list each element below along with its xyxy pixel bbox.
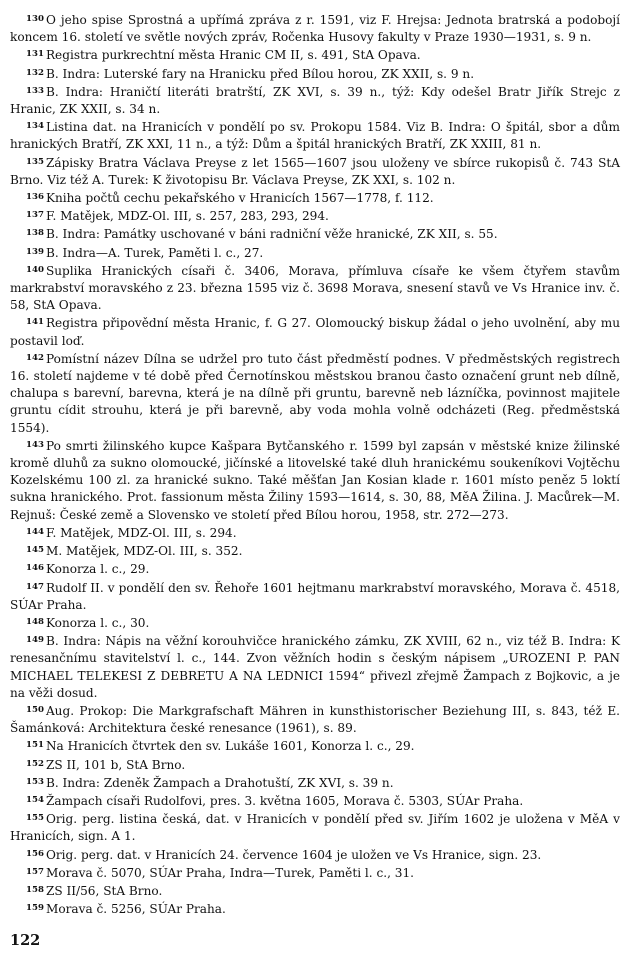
footnote-number: 158 xyxy=(26,884,44,895)
footnote-text: Konorza l. c., 29. xyxy=(45,562,150,577)
footnote xyxy=(10,633,620,702)
footnote xyxy=(10,438,620,524)
footnote-number: 157 xyxy=(26,866,44,877)
footnote xyxy=(10,738,620,755)
footnote-number: 153 xyxy=(26,776,44,787)
footnote xyxy=(10,847,620,864)
footnote-number: 132 xyxy=(26,67,44,78)
footnote xyxy=(10,757,620,774)
footnote-number: 144 xyxy=(26,526,44,537)
footnote xyxy=(10,208,620,225)
footnote-number: 149 xyxy=(26,635,44,646)
footnote-number: 156 xyxy=(26,848,44,859)
footnote-text: Žampach císaři Rudolfovi, pres. 3. května 1605, Morava č. 5303, SÚAr Praha. xyxy=(45,793,524,808)
footnote-text: ZS II, 101 b, StA Brno. xyxy=(45,757,186,772)
footnote xyxy=(10,615,620,632)
footnotes-list xyxy=(10,12,620,918)
footnote-text: Suplika Hranických císaři č. 3406, Morava, přímluva císaře ke všem čtyřem stavům markrabství moravského z 23. března 1595 viz č. 3698 Morava, snesení stavů ve Vs Hranice inv. č. 58, StA Opava. xyxy=(10,263,620,313)
footnote xyxy=(10,190,620,207)
footnote-number: 151 xyxy=(26,740,44,751)
footnote-text: Kniha počtů cechu pekařského v Hranicích 1567—1778, f. 112. xyxy=(45,191,434,206)
footnote-text: F. Matějek, MDZ-Ol. III, s. 294. xyxy=(45,525,237,540)
footnote xyxy=(10,245,620,262)
footnote-text: B. Indra: Hraničtí literáti bratrští, ZK XVI, s. 39 n., týž: Kdy odešel Bratr Jiřík Strejc z Hranic, ZK XXII, s. 34 n. xyxy=(10,84,620,117)
footnote-text: Rudolf II. v pondělí den sv. Řehoře 1601 hejtmanu markrabství moravského, Morava č. 4518, SÚAr Praha. xyxy=(10,580,620,612)
footnote-number: 147 xyxy=(26,581,44,592)
footnote-text: B. Indra—A. Turek, Paměti l. c., 27. xyxy=(45,245,264,260)
footnote-text: M. Matějek, MDZ-Ol. III, s. 352. xyxy=(45,544,243,559)
footnote-number: 133 xyxy=(26,85,44,96)
footnote xyxy=(10,47,620,64)
footnote xyxy=(10,351,620,437)
footnote-text: Registra purkrechtní města Hranic CM II, s. 491, StA Opava. xyxy=(45,48,421,63)
footnote xyxy=(10,901,620,918)
footnote-text: Registra připovědní města Hranic, f. G 27. Olomoucký biskup žádal o jeho uvolnění, aby mu postavil loď. xyxy=(10,316,620,348)
footnote-text: B. Indra: Luterské fary na Hranicku před Bílou horou, ZK XXII, s. 9 n. xyxy=(45,66,475,81)
footnote-text: B. Indra: Zdeněk Žampach a Drahotuští, ZK XVI, s. 39 n. xyxy=(45,775,394,790)
footnote-number: 142 xyxy=(26,352,44,363)
footnote xyxy=(10,883,620,900)
footnote-number: 135 xyxy=(26,156,44,167)
footnote xyxy=(10,561,620,578)
footnote xyxy=(10,580,620,614)
footnote-number: 141 xyxy=(26,317,44,328)
footnote-text: Orig. perg. listina česká, dat. v Hranicích v pondělí před sv. Jiřím 1602 je uložena v MěA v Hranicích, sign. A 1. xyxy=(10,812,620,844)
footnote xyxy=(10,543,620,560)
footnote-text: Na Hranicích čtvrtek den sv. Lukáše 1601, Konorza l. c., 29. xyxy=(45,739,415,754)
footnote xyxy=(10,811,620,845)
footnote-number: 130 xyxy=(26,14,44,24)
footnote xyxy=(10,865,620,882)
footnote-number: 139 xyxy=(26,246,44,257)
footnote xyxy=(10,84,620,118)
footnote-number: 146 xyxy=(26,563,44,574)
footnote-number: 155 xyxy=(26,813,44,824)
footnote xyxy=(10,155,620,189)
footnote-number: 152 xyxy=(26,758,44,769)
footnote-number: 137 xyxy=(26,210,44,221)
footnote-text: Morava č. 5070, SÚAr Praha, Indra—Turek, Paměti l. c., 31. xyxy=(45,865,415,880)
footnote-number: 131 xyxy=(26,49,44,60)
footnote-number: 143 xyxy=(26,439,44,450)
footnote-text: Zápisky Bratra Václava Preyse z let 1565—1607 jsou uloženy ve sbírce rukopisů č. 743 StA Brno. Viz též A. Turek: K životopisu Br. Václava Preyse, ZK XXI, s. 102 n. xyxy=(10,155,620,187)
footnote-text: Morava č. 5256, SÚAr Praha. xyxy=(45,902,226,917)
footnote xyxy=(10,12,620,46)
footnote-text: F. Matějek, MDZ-Ol. III, s. 257, 283, 293, 294. xyxy=(45,209,329,224)
footnote-text: Po smrti žilinského kupce Kašpara Bytčanského r. 1599 byl zapsán v městské knize žilinské kromě dluhů za sukno olomoucké, jičínské a litovelské také dluh hranickému soukeníkovi Vojtěchu Kozelskému 100 zl. za hranické sukno. Také měšťan Jan Kosian klade r. 1601 místo peněz 5 loktí sukna hranického. Prot. fassionum města Žiliny 1593—1614, s. 30, 88, MěA Žilina. J. Macůrek—M. Rejnuš: České země a Slovensko ve století před Bílou horou, 1958, str. 272—273. xyxy=(10,438,620,522)
footnote-number: 148 xyxy=(26,616,44,627)
page-number: 122 xyxy=(10,932,41,949)
footnote-text: Aug. Prokop: Die Markgrafschaft Mähren in kunsthistorischer Beziehung III, s. 843, též E. Šamánková: Architektura české renesance (1961), s. 89. xyxy=(10,703,620,736)
footnote-text: Orig. perg. dat. v Hranicích 24. července 1604 je uložen ve Vs Hranice, sign. 23. xyxy=(45,847,542,862)
footnote-number: 159 xyxy=(26,903,44,914)
footnote xyxy=(10,263,620,315)
footnote-text: ZS II/56, StA Brno. xyxy=(45,883,163,898)
footnote xyxy=(10,66,620,83)
footnote-text: B. Indra: Nápis na věžní korouhvičce hranického zámku, ZK XVIII, 62 n., viz též B. Indra: K renesančnímu stavitelství l. c., 144. Zvon věžních hodin s českým nápisem „UROZENI P. PAN MICHAEL TELEKESI Z DEBRETU A NA LEDNICI 1594“ přivezl zřejmě Žampach z Bojkovic, a je na věži dosud. xyxy=(10,634,620,700)
footnote-number: 145 xyxy=(26,545,44,556)
footnote xyxy=(10,703,620,737)
footnote xyxy=(10,315,620,349)
footnote-text: Listina dat. na Hranicích v pondělí po sv. Prokopu 1584. Viz B. Indra: O špitál, sbor a dům hranických Bratří, ZK XXI, 11 n., a týž: Dům a špitál hranických Bratří, ZK XXIII, 81 n. xyxy=(10,120,620,152)
footnote-number: 140 xyxy=(26,264,44,275)
footnote xyxy=(10,525,620,542)
footnote xyxy=(10,226,620,243)
footnote-number: 138 xyxy=(26,228,44,239)
footnote-number: 136 xyxy=(26,192,44,203)
footnote-text: Pomístní název Dílna se udržel pro tuto část předměstí podnes. V předměstských registrech 16. století najdeme v té době před Černotínskou městskou branou často označení grunt neb dílně, chalupa s barevní, barevna, která je na dílně při gruntu, barevně neb lázníčka, povinnost majitele gruntu cídit strouhu, která je při barevně, aby voda mohla volně odcházeti (Reg. předměstská 1554). xyxy=(10,351,620,435)
footnote-text: O jeho spise Sprostná a upřímá zpráva z r. 1591, viz F. Hrejsa: Jednota bratrská a podobojí koncem 16. století ve světle nových zpráv, Ročenka Husovy fakulty v Praze 1930—1931, s. 9 n. xyxy=(10,13,620,45)
footnote xyxy=(10,119,620,153)
footnote-number: 154 xyxy=(26,794,44,805)
footnote-text: B. Indra: Památky uschované v báni radniční věže hranické, ZK XII, s. 55. xyxy=(45,227,498,242)
footnote-text: Konorza l. c., 30. xyxy=(45,615,150,630)
footnote-number: 150 xyxy=(26,704,44,715)
footnote xyxy=(10,775,620,792)
footnote xyxy=(10,793,620,810)
footnote-number: 134 xyxy=(26,121,44,132)
